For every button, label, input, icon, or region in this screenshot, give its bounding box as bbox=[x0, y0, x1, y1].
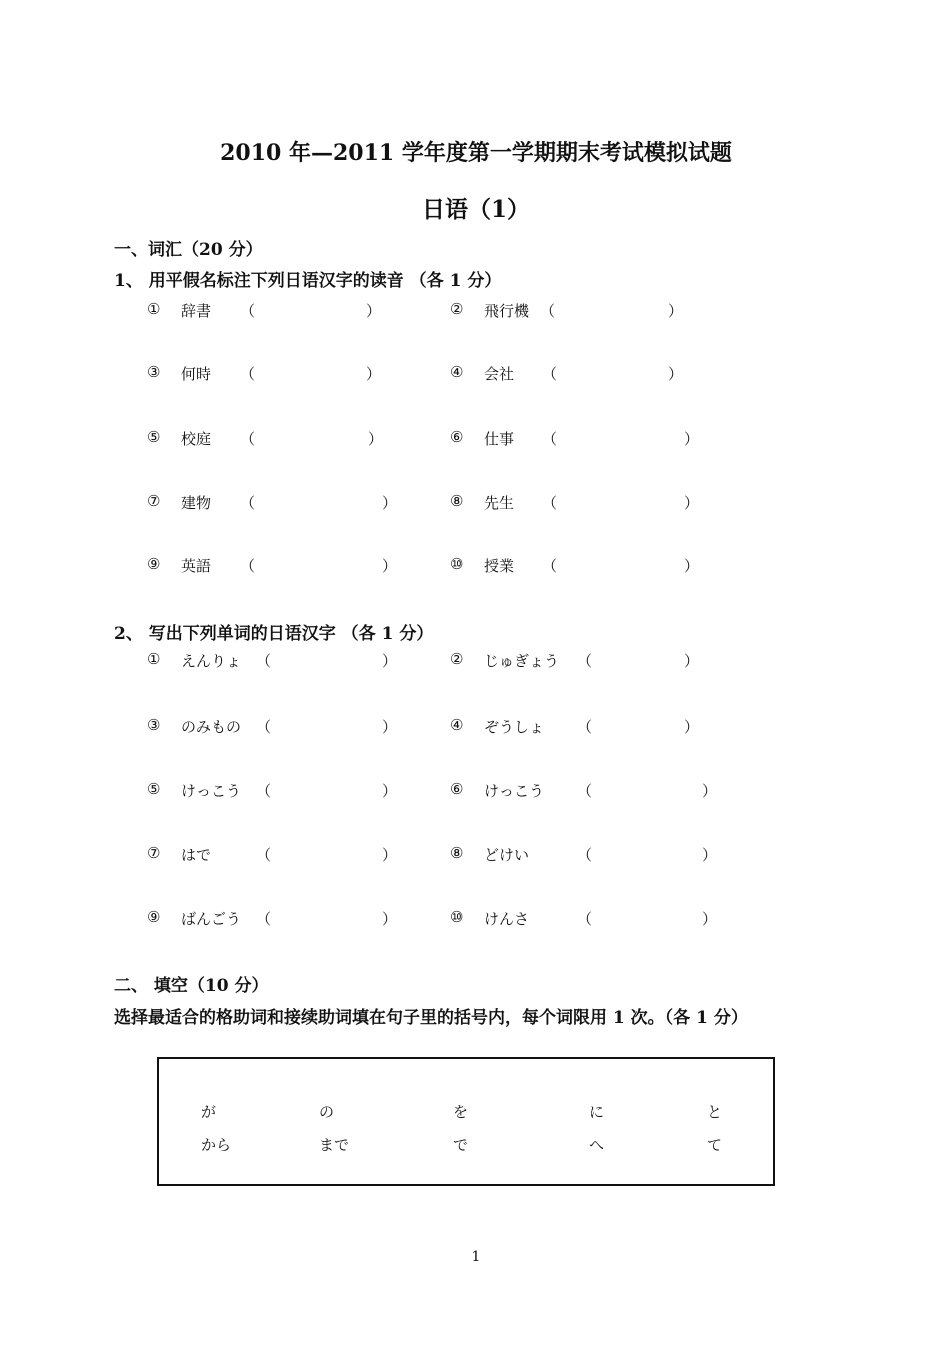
page-number: 1 bbox=[471, 1249, 481, 1265]
item-word: 授業 bbox=[484, 557, 515, 575]
item-word: ぞうしょ bbox=[484, 718, 545, 736]
answer-close-paren: ） bbox=[684, 494, 700, 512]
item-word: けっこう bbox=[484, 782, 545, 800]
item-word: 校庭 bbox=[181, 430, 212, 448]
answer-open-paren: （ bbox=[256, 718, 272, 736]
answer-close-paren: ） bbox=[382, 782, 398, 800]
answer-open-paren: （ bbox=[256, 652, 272, 670]
item-word: じゅぎょう bbox=[484, 652, 560, 670]
answer-close-paren: ） bbox=[382, 652, 398, 670]
answer-open-paren: （ bbox=[240, 365, 256, 383]
answer-open-paren: （ bbox=[577, 718, 593, 736]
answer-open-paren: （ bbox=[240, 494, 256, 512]
question-row bbox=[0, 650, 952, 672]
item-word: 仕事 bbox=[484, 430, 515, 448]
item-word: 先生 bbox=[484, 494, 515, 512]
item-number: ⑥ bbox=[450, 428, 464, 446]
item-word: 会社 bbox=[484, 365, 515, 383]
answer-open-paren: （ bbox=[240, 430, 256, 448]
exam-title: 2010 年—2011 学年度第一学期期末考试模拟试题 bbox=[220, 140, 732, 166]
item-word: どけい bbox=[484, 846, 530, 864]
item-word: えんりょ bbox=[181, 652, 242, 670]
answer-open-paren: （ bbox=[256, 782, 272, 800]
section1-heading: 一、词汇（20 分） bbox=[114, 240, 263, 260]
item-word: 辞書 bbox=[181, 302, 212, 320]
particle-item: の bbox=[319, 1103, 335, 1121]
question-row bbox=[0, 363, 952, 385]
question-row bbox=[0, 908, 952, 930]
answer-close-paren: ） bbox=[668, 365, 684, 383]
answer-close-paren: ） bbox=[382, 557, 398, 575]
question-row bbox=[0, 300, 952, 322]
answer-close-paren: ） bbox=[382, 494, 398, 512]
q1-heading: 1、 用平假名标注下列日语汉字的读音 （各 1 分） bbox=[114, 271, 502, 291]
item-word: 英語 bbox=[181, 557, 212, 575]
answer-close-paren: ） bbox=[702, 846, 718, 864]
answer-close-paren: ） bbox=[368, 430, 384, 448]
item-word: ばんごう bbox=[181, 910, 242, 928]
particle-item: て bbox=[707, 1136, 723, 1154]
answer-close-paren: ） bbox=[366, 365, 382, 383]
particle-item: を bbox=[453, 1103, 469, 1121]
item-word: 飛行機 bbox=[484, 302, 530, 320]
question-row bbox=[0, 716, 952, 738]
question-row bbox=[0, 428, 952, 450]
answer-close-paren: ） bbox=[366, 302, 382, 320]
answer-open-paren: （ bbox=[577, 846, 593, 864]
answer-open-paren: （ bbox=[540, 302, 556, 320]
item-number: ③ bbox=[147, 363, 161, 381]
item-number: ⑦ bbox=[147, 844, 161, 862]
item-number: ⑤ bbox=[147, 428, 161, 446]
answer-open-paren: （ bbox=[542, 365, 558, 383]
answer-close-paren: ） bbox=[684, 718, 700, 736]
item-number: ⑦ bbox=[147, 492, 161, 510]
section2-heading: 二、 填空（10 分） bbox=[114, 976, 269, 996]
item-number: ⑤ bbox=[147, 780, 161, 798]
item-word: 建物 bbox=[181, 494, 212, 512]
item-word: けっこう bbox=[181, 782, 242, 800]
item-number: ① bbox=[147, 650, 161, 668]
item-word: けんさ bbox=[484, 910, 530, 928]
answer-close-paren: ） bbox=[382, 718, 398, 736]
item-number: ④ bbox=[450, 716, 464, 734]
particle-item: へ bbox=[589, 1136, 605, 1154]
particle-box bbox=[157, 1057, 775, 1186]
answer-open-paren: （ bbox=[256, 910, 272, 928]
answer-close-paren: ） bbox=[684, 430, 700, 448]
answer-open-paren: （ bbox=[577, 652, 593, 670]
answer-open-paren: （ bbox=[542, 494, 558, 512]
item-number: ③ bbox=[147, 716, 161, 734]
item-word: はで bbox=[181, 846, 212, 864]
answer-close-paren: ） bbox=[668, 302, 684, 320]
answer-close-paren: ） bbox=[382, 910, 398, 928]
particle-item: と bbox=[707, 1103, 723, 1121]
item-number: ② bbox=[450, 650, 464, 668]
particle-item: に bbox=[589, 1103, 605, 1121]
item-number: ⑩ bbox=[450, 908, 464, 926]
answer-close-paren: ） bbox=[684, 557, 700, 575]
item-number: ⑨ bbox=[147, 555, 161, 573]
question-row bbox=[0, 844, 952, 866]
section2-instruction: 选择最适合的格助词和接续助词填在句子里的括号内，每个词限用 1 次。（各 1 分） bbox=[114, 1008, 748, 1028]
answer-open-paren: （ bbox=[240, 302, 256, 320]
item-number: ④ bbox=[450, 363, 464, 381]
answer-open-paren: （ bbox=[256, 846, 272, 864]
question-row bbox=[0, 492, 952, 514]
item-word: 何時 bbox=[181, 365, 212, 383]
answer-close-paren: ） bbox=[382, 846, 398, 864]
exam-subtitle: 日语（1） bbox=[421, 196, 530, 223]
item-number: ① bbox=[147, 300, 161, 318]
question-row bbox=[0, 555, 952, 577]
answer-close-paren: ） bbox=[684, 652, 700, 670]
item-number: ⑧ bbox=[450, 844, 464, 862]
particle-item: まで bbox=[319, 1136, 350, 1154]
q2-heading: 2、 写出下列单词的日语汉字 （各 1 分） bbox=[114, 624, 434, 644]
answer-open-paren: （ bbox=[542, 430, 558, 448]
particle-item: から bbox=[201, 1136, 232, 1154]
answer-close-paren: ） bbox=[702, 782, 718, 800]
answer-open-paren: （ bbox=[577, 782, 593, 800]
item-word: のみもの bbox=[181, 718, 242, 736]
answer-close-paren: ） bbox=[702, 910, 718, 928]
item-number: ⑥ bbox=[450, 780, 464, 798]
question-row bbox=[0, 780, 952, 802]
item-number: ⑧ bbox=[450, 492, 464, 510]
particle-item: で bbox=[453, 1136, 469, 1154]
item-number: ⑩ bbox=[450, 555, 464, 573]
answer-open-paren: （ bbox=[577, 910, 593, 928]
particle-item: が bbox=[201, 1103, 217, 1121]
answer-open-paren: （ bbox=[240, 557, 256, 575]
answer-open-paren: （ bbox=[542, 557, 558, 575]
item-number: ② bbox=[450, 300, 464, 318]
item-number: ⑨ bbox=[147, 908, 161, 926]
